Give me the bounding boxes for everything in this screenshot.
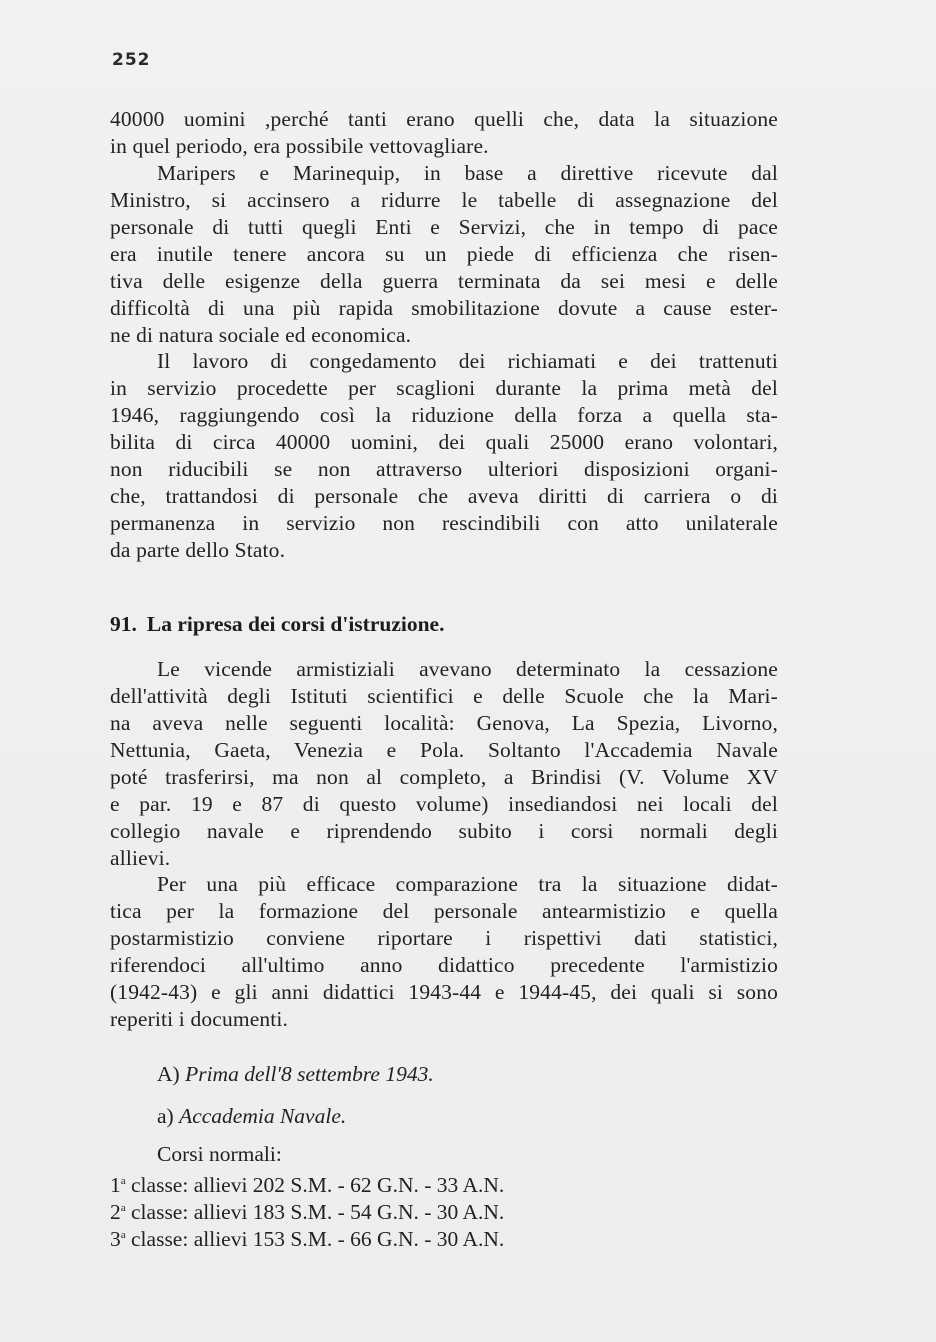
class-row: 1$^a$ classe: allievi 202 S.M. - 62 G.N. - 33 A.N. xyxy=(110,1173,505,1197)
text-line: in quel periodo, era possibile vettovagliare. xyxy=(110,134,489,158)
text-line: personale di tutti quegli Enti e Servizi, che in tempo di pace xyxy=(110,215,778,239)
text-line: riferendoci all'ultimo anno didattico precedente l'armistizio xyxy=(110,953,778,977)
text-line: ne di natura sociale ed economica. xyxy=(110,323,412,347)
section-title: La ripresa dei corsi d'istruzione. xyxy=(146,612,445,636)
text-line: difficoltà di una più rapida smobilitazione dovute a cause ester- xyxy=(110,296,778,320)
subsection-a-a xyxy=(157,1104,346,1129)
section-heading xyxy=(110,612,444,637)
page-number: 252 xyxy=(112,50,151,70)
subsection-a-title: Prima dell'8 settembre 1943. xyxy=(185,1062,434,1086)
text-line: na aveva nelle seguenti località: Genova, La Spezia, Livorno, xyxy=(110,711,778,735)
text-line: che, trattandosi di personale che aveva diritti di carriera o di xyxy=(110,484,778,508)
text-line: tica per la formazione del personale antearmistizio e quella xyxy=(110,899,778,923)
text-line: Il lavoro di congedamento dei richiamati e dei trattenuti xyxy=(157,349,778,373)
text-line: 1946, raggiungendo così la riduzione della forza a quella sta- xyxy=(110,403,778,427)
text-line: allievi. xyxy=(110,846,171,870)
text-line: reperiti i documenti. xyxy=(110,1007,289,1031)
class-row: 3$^a$ classe: allievi 153 S.M. - 66 G.N. - 30 A.N. xyxy=(110,1227,505,1251)
text-line: in servizio procedette per scaglioni durante la prima metà del xyxy=(110,376,778,400)
text-line: (1942-43) e gli anni didattici 1943-44 e 1944-45, dei quali si sono xyxy=(110,980,778,1004)
corsi-label: Corsi normali: xyxy=(157,1142,282,1166)
subsection-a-a-label: a) xyxy=(157,1104,174,1128)
text-line: Per una più efficace comparazione tra la situazione didat- xyxy=(157,872,778,896)
text-line: Maripers e Marinequip, in base a direttive ricevute dal xyxy=(157,161,778,185)
text-line: dell'attività degli Istituti scientifici e delle Scuole che la Mari- xyxy=(110,684,778,708)
text-line: bilita di circa 40000 uomini, dei quali 25000 erano volontari, xyxy=(110,430,778,454)
text-line: permanenza in servizio non rescindibili con atto unilaterale xyxy=(110,511,778,535)
section-number: 91. xyxy=(110,612,137,636)
subsection-a xyxy=(157,1062,434,1087)
text-line: e par. 19 e 87 di questo volume) insediandosi nei locali del xyxy=(110,792,778,816)
text-line: era inutile tenere ancora su un piede di efficienza che risen- xyxy=(110,242,778,266)
text-line: collegio navale e riprendendo subito i corsi normali degli xyxy=(110,819,778,843)
text-line: tiva delle esigenze della guerra terminata da sei mesi e delle xyxy=(110,269,778,293)
text-line: da parte dello Stato. xyxy=(110,538,286,562)
text-line: Nettunia, Gaeta, Venezia e Pola. Soltanto l'Accademia Navale xyxy=(110,738,778,762)
text-line: Ministro, si accinsero a ridurre le tabelle di assegnazione del xyxy=(110,188,778,212)
class-row: 2$^a$ classe: allievi 183 S.M. - 54 G.N. - 30 A.N. xyxy=(110,1200,505,1224)
subsection-a-a-title: Accademia Navale. xyxy=(179,1104,347,1128)
text-line: 40000 uomini ,perché tanti erano quelli che, data la situazione xyxy=(110,107,778,131)
text-line: poté trasferirsi, ma non al completo, a Brindisi (V. Volume XV xyxy=(110,765,778,789)
text-line: postarmistizio conviene riportare i rispettivi dati statistici, xyxy=(110,926,778,950)
text-line: non riducibili se non attraverso ulteriori disposizioni organi- xyxy=(110,457,778,481)
subsection-a-label: A) xyxy=(157,1062,180,1086)
text-line: Le vicende armistiziali avevano determinato la cessazione xyxy=(157,657,778,681)
